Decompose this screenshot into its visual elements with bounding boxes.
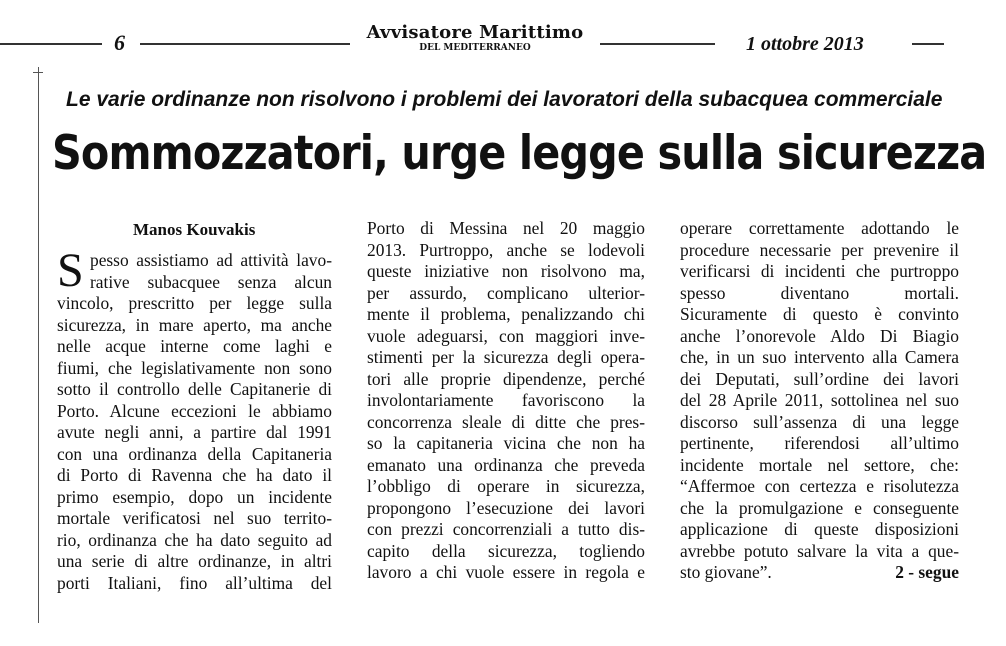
article-headline: Sommozzatori, urge legge sulla sicurezza	[52, 126, 987, 181]
text-line: rio, ordinanza che ha dato seguito ad	[57, 529, 332, 550]
text-line: una serie di altre ordinanze, in altri	[57, 551, 332, 571]
final-line	[680, 562, 959, 584]
text-line: so la capitaneria vicina che non ha	[367, 433, 645, 453]
text-line: avute negli anni, a partire dal 1991	[57, 422, 332, 442]
text-line: con prezzi concorrenziali a tutto dis-	[367, 519, 645, 539]
text-line: sicurezza, in mare aperto, ma anche	[57, 314, 332, 335]
text-line: lavoro a chi vuole essere in regola e	[367, 562, 645, 582]
text-line: verificarsi di incidenti che purtroppo	[680, 261, 959, 281]
text-line: applicazione di queste disposizioni	[680, 519, 959, 539]
text-line: 2013. Purtroppo, anche se lodevoli	[367, 239, 645, 260]
text-line: l’obbligo di operare in sicurezza,	[367, 476, 645, 496]
left-margin-rule	[38, 67, 39, 623]
text-line: tori alle proprie dipendenze, perché	[367, 368, 645, 389]
column-2	[367, 218, 645, 584]
continuation-note: 2 - segue	[895, 562, 959, 582]
masthead-title: Avvisatore Marittimo	[366, 22, 584, 43]
header-rule-mid-right	[600, 43, 715, 45]
text-line: vincolo, prescritto per legge sulla	[57, 293, 332, 313]
text-line: sto giovane”.	[680, 562, 772, 582]
text-line: mente il problema, penalizzando chi	[367, 304, 645, 324]
text-line: dei Deputati, sull’ordine dei lavori	[680, 368, 959, 389]
text-line: del 28 Aprile 2011, sottolinea nel suo	[680, 390, 959, 410]
text-line: vuole adeguarsi, con maggiori inve-	[367, 325, 645, 346]
column-3	[680, 218, 959, 584]
text-line: rative subacquee senza alcun	[90, 271, 332, 292]
page-number: 6	[114, 30, 125, 55]
text-line: incidente mortale nel settore, che:	[680, 454, 959, 475]
text-line: Sicuramente di questo è convinto	[680, 304, 959, 324]
text-line: fiumi, che legislativamente non sono	[57, 357, 332, 378]
text-line: emanato una ordinanza che preveda	[367, 454, 645, 475]
text-line: involontariamente favoriscono la	[367, 390, 645, 410]
margin-tick	[33, 72, 43, 73]
text-line: mortale verificatosi nel suo territo-	[57, 508, 332, 528]
header-rule-mid-left	[140, 43, 350, 45]
masthead-subtitle: DEL MEDITERRANEO	[419, 43, 531, 53]
masthead	[350, 23, 600, 54]
text-line: pertinente, riferendosi all’ultimo	[680, 433, 959, 453]
text-line: concorrenza sleale di ditte che pres-	[367, 411, 645, 432]
header-rule-left	[0, 43, 102, 45]
text-line: pesso assistiamo ad attività lavo-	[90, 250, 332, 270]
text-line: per assurdo, complicano ulterior-	[367, 282, 645, 303]
issue-date: 1 ottobre 2013	[746, 33, 864, 55]
text-line: queste iniziative non risolvono ma,	[367, 261, 645, 281]
text-line: con una ordinanza della Capitaneria	[57, 443, 332, 464]
text-line: porti Italiani, fino all’ultima del	[57, 572, 332, 593]
column-1	[57, 244, 332, 594]
article-kicker: Le varie ordinanze non risolvono i problemi dei lavoratori della subacquea commerciale	[66, 88, 943, 111]
text-line: di Porto di Ravenna che ha dato il	[57, 465, 332, 485]
article-byline: Manos Kouvakis	[133, 220, 256, 239]
text-line: discorso sull’assenza di una legge	[680, 411, 959, 432]
text-line: nelle acque interne come laghi e	[57, 336, 332, 356]
text-line: capito della sicurezza, togliendo	[367, 540, 645, 561]
text-line: sotto il controllo delle Capitanerie di	[57, 379, 332, 399]
drop-cap: S	[57, 244, 84, 297]
text-line: operare correttamente adottando le	[680, 218, 959, 238]
text-line: Porto. Alcune eccezioni le abbiamo	[57, 400, 332, 421]
text-line: stimenti per la sicurezza degli opera-	[367, 347, 645, 367]
text-line: che, in un suo intervento alla Camera	[680, 347, 959, 367]
text-line: avrebbe potuto salvare la vita a que-	[680, 540, 959, 561]
text-line: “Affermoe con certezza e risolutezza	[680, 476, 959, 496]
text-line: primo esempio, dopo un incidente	[57, 486, 332, 507]
text-line: anche l’onorevole Aldo Di Biagio	[680, 325, 959, 346]
text-line: spesso diventano mortali.	[680, 282, 959, 303]
text-line: procedure necessarie per prevenire il	[680, 239, 959, 260]
text-line: che la promulgazione e conseguente	[680, 497, 959, 518]
header-rule-right	[912, 43, 944, 45]
text-line: Porto di Messina nel 20 maggio	[367, 218, 645, 238]
text-line: propongono l’esecuzione dei lavori	[367, 497, 645, 518]
